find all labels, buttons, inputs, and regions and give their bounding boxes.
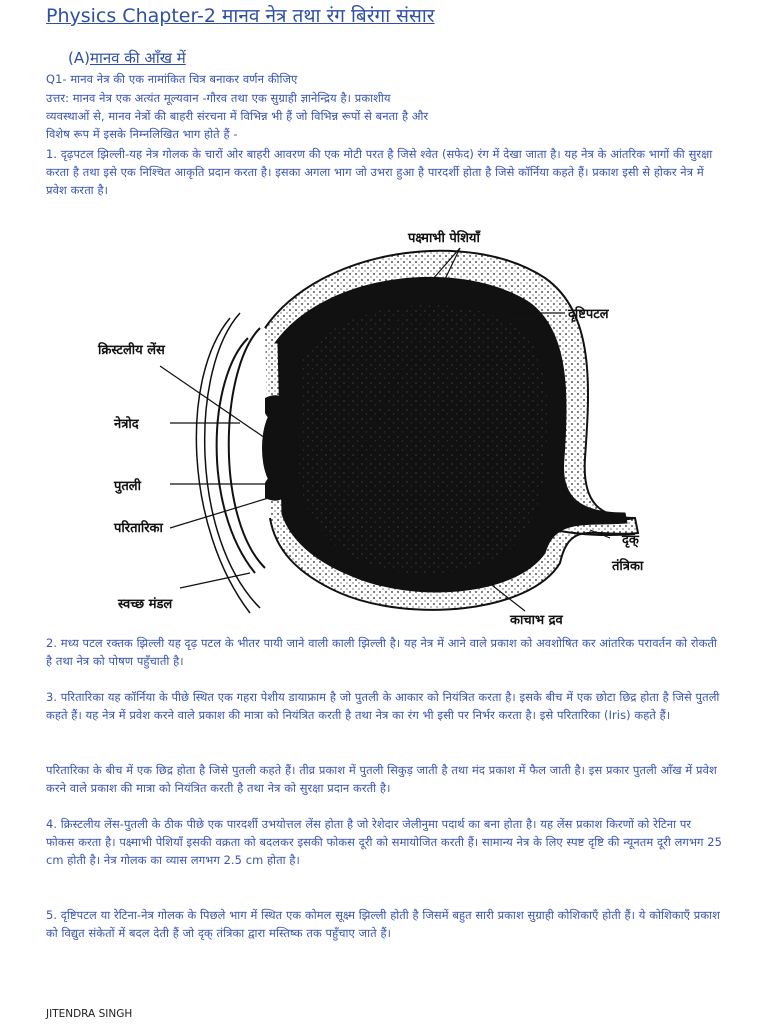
label-iris: परितारिका bbox=[114, 521, 163, 536]
section-prefix: (A) bbox=[68, 49, 90, 67]
section-title[interactable]: मानव की आँख में bbox=[89, 49, 186, 67]
label-pupil: पुतली bbox=[114, 479, 141, 494]
answer-line-2: व्यवस्थाओं से, मानव नेत्रों की बाहरी संरचना में विभिन्न भी हैं जो विभिन्न रूपों से बनता है और bbox=[46, 109, 429, 123]
question-1: Q1- मानव नेत्र की एक नामांकित चित्र बनाकर वर्णन कीजिए bbox=[46, 72, 298, 86]
cornea bbox=[229, 328, 265, 568]
footer-author: JITENDRA SINGH bbox=[46, 1008, 133, 1020]
label-lens: क्रिस्टलीय लेंस bbox=[98, 343, 165, 358]
section-heading bbox=[68, 48, 186, 68]
paragraph-retina: 5. दृष्टिपटल या रेटिना-नेत्र गोलक के पिछले भाग में स्थित एक कोमल सूक्ष्म झिल्ली होती है जिसमें बहुत सारी प्रकाश सुग्राही कोशिकाएँ होती हैं। ये कोशिकाएँ प्रकाश को विद्युत संकेतों में बदल देती हैं जो दृक् तंत्रिका द्वारा मस्तिष्क तक पहुँचाए जाते हैं। bbox=[46, 908, 720, 940]
label-vitreous-humour: काचाभ द्रव bbox=[510, 613, 563, 628]
label-optic-nerve-2: तंत्रिका bbox=[612, 559, 644, 574]
eye-diagram bbox=[90, 218, 650, 630]
vitreous-body bbox=[298, 304, 548, 574]
page-title[interactable]: Physics Chapter-2 मानव नेत्र तथा रंग बिरंगा संसार bbox=[46, 5, 435, 27]
answer-line-3: विशेष रूप में इसके निम्नलिखित भाग होते हैं - bbox=[46, 127, 238, 141]
label-cornea: स्वच्छ मंडल bbox=[118, 597, 173, 612]
label-ciliary-muscles: पक्ष्माभी पेशियाँ bbox=[408, 231, 480, 246]
paragraph-lens: 4. क्रिस्टलीय लेंस-पुतली के ठीक पीछे एक पारदर्शी उभयोत्तल लेंस होता है जो रेशेदार जेलीनुमा पदार्थ का बना होता है। यह लेंस प्रकाश किरणों को रेटिना पर फोकस करता है। पक्ष्माभी पेशियाँ इसकी वक्रता को बदलकर इसकी फोकस दूरी को समायोजित करती हैं। सामान्य नेत्र के लिए स्पष्ट दृष्टि की न्यूनतम दूरी लगभग 25 cm होती है। नेत्र गोलक का व्यास लगभग 2.5 cm होता है। bbox=[46, 817, 722, 867]
paragraph-sclera: 1. दृढ़पटल झिल्ली-यह नेत्र गोलक के चारों ओर बाहरी आवरण की एक मोटी परत है जिसे श्वेत (सफेद) रंग में देखा जाता है। यह नेत्र के आंतरिक भागों की सुरक्षा करता है तथा इसे एक निश्चित आकृति प्रदान करता है। इसका अगला भाग जो उभरा हुआ है पारदर्शी होता है जिसे कॉर्निया कहते हैं। प्रकाश इसी से होकर नेत्र में प्रवेश करता है। bbox=[46, 147, 713, 197]
label-optic-nerve-1: दृक् bbox=[622, 533, 639, 548]
paragraph-iris: 3. परितारिका यह कॉर्निया के पीछे स्थित एक गहरा पेशीय डायाफ्राम है जो पुतली के आकार को नियंत्रित करता है। इसके बीच में एक छोटा छिद्र होता है जिसे पुतली कहते हैं। यह नेत्र में प्रवेश करने वाले प्रकाश की मात्रा को नियंत्रित करती है तथा नेत्र का रंग भी इसी पर निर्भर करता है। इसे परितारिका (Iris) कहते हैं। bbox=[46, 690, 720, 722]
answer-line-1: उत्तर: मानव नेत्र एक अत्यंत मूल्यवान -गौरव तथा एक सुग्राही ज्ञानेन्द्रिय है। प्रकाशीय bbox=[46, 91, 391, 105]
paragraph-choroid: 2. मध्य पटल रक्तक झिल्ली यह दृढ़ पटल के भीतर पायी जाने वाली काली झिल्ली है। यह नेत्र में आने वाले प्रकाश को अवशोषित कर आंतरिक परावर्तन को रोकती है तथा नेत्र को पोषण पहुँचाती है। bbox=[46, 636, 717, 668]
paragraph-pupil: परितारिका के बीच में एक छिद्र होता है जिसे पुतली कहते हैं। तीव्र प्रकाश में पुतली सिकुड़ जाती है तथा मंद प्रकाश में फैल जाती है। इस प्रकार पुतली आँख में प्रवेश करने वाले प्रकाश की मात्रा को नियंत्रित करती है तथा नेत्र को सुरक्षा प्रदान करती है। bbox=[46, 763, 717, 795]
label-retina: दृष्टिपटल bbox=[568, 307, 609, 322]
label-aqueous-humour: नेत्रोद bbox=[114, 417, 139, 432]
